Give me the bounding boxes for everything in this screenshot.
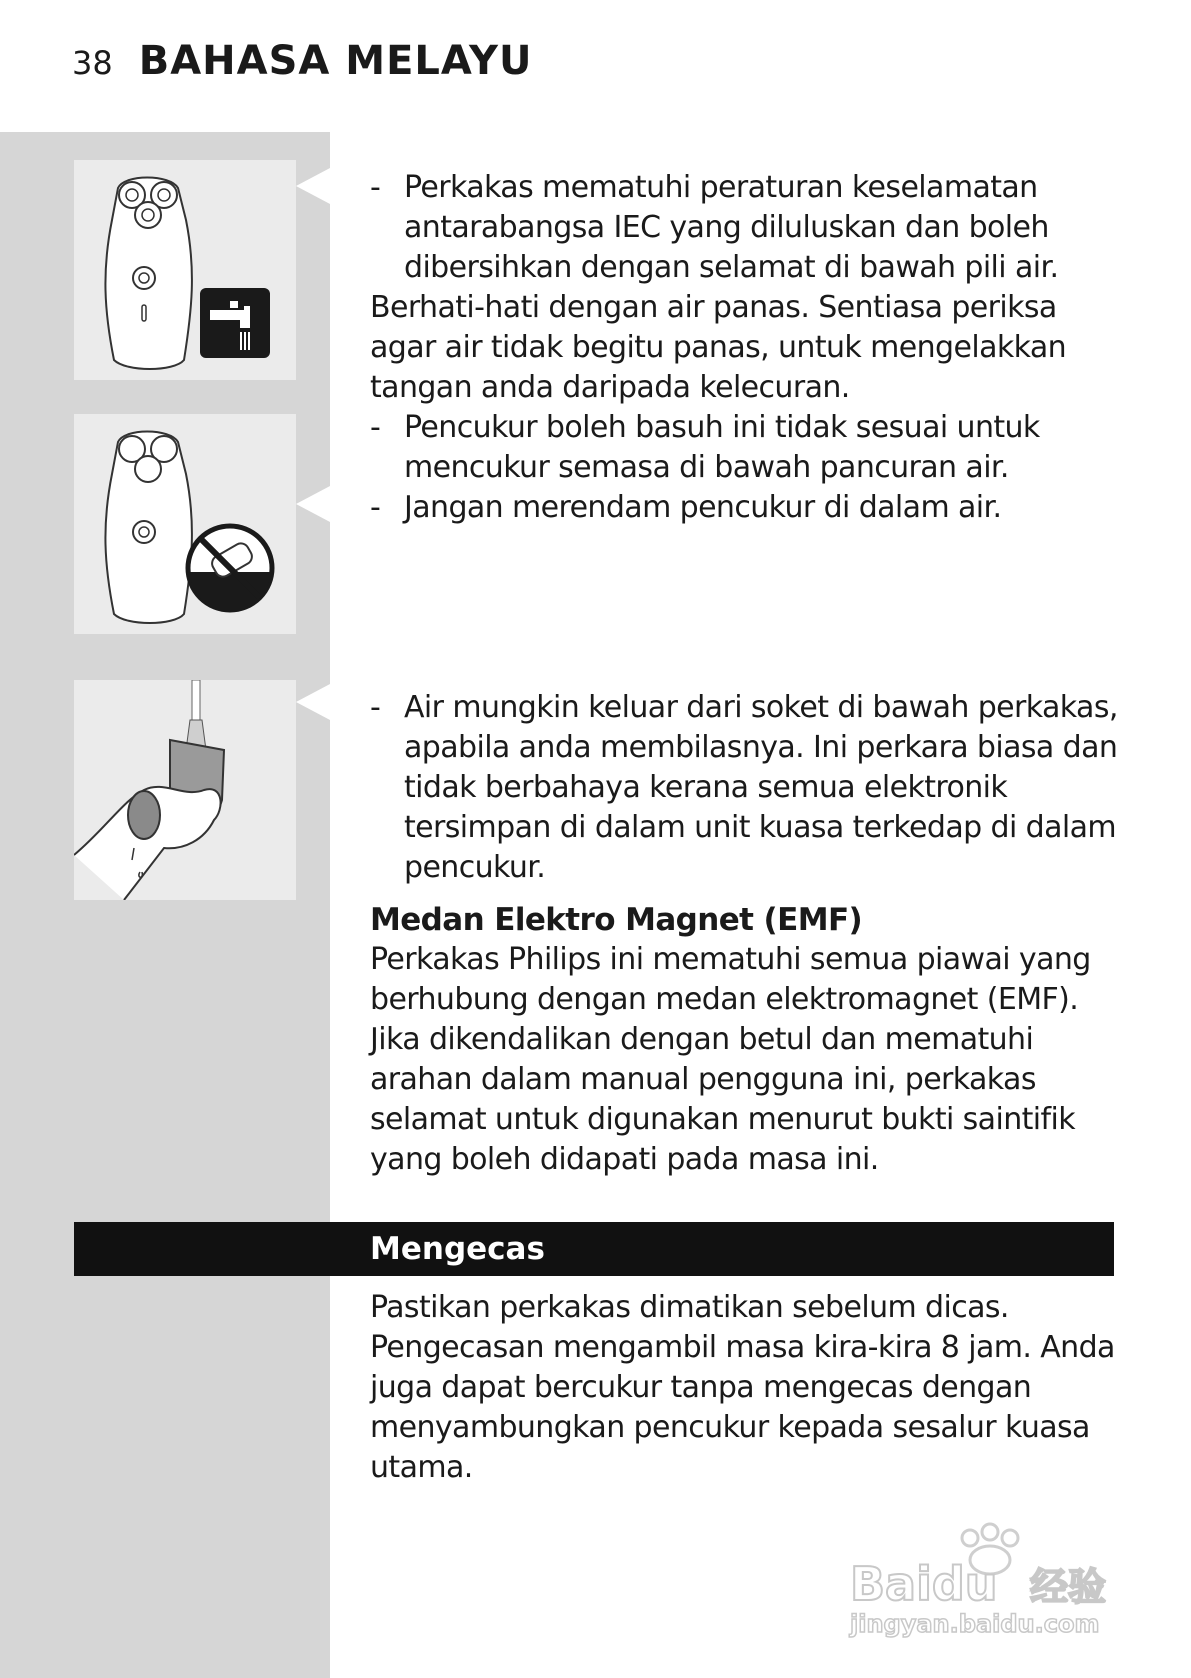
bullet-item [370,408,1130,488]
watermark-brand: Baidu [850,1557,998,1611]
bullet-dash: - [370,410,381,445]
no-immerse-illustration [74,414,296,634]
no-immerse-icon [74,414,296,634]
bullet-item [370,168,1130,288]
emf-body: Perkakas Philips ini mematuhi semua piawai yang berhubung dengan medan elektromagnet (EMF). Jika dikendalikan dengan betul dan mematuhi arahan dalam manual pengguna ini, perkakas selamat untuk digunakan menurut bukti saintifik yang boleh didapati pada masa ini. [370,942,1091,1177]
shaver-tap-icon [74,160,296,380]
rinse-hand-icon [74,680,296,900]
watermark-chinese: 经验 [1030,1565,1107,1609]
shaver-tap-illustration [74,160,296,380]
rinse-block [370,688,1130,1180]
page-header [72,38,532,98]
bullet-text: Jangan merendam pencukur di dalam air. [404,490,1002,525]
bullet-text: Pencukur boleh basuh ini tidak sesuai untuk mencukur semasa di bawah pancuran air. [404,410,1040,485]
panel-pointer [296,168,330,204]
rinse-illustration [74,680,296,900]
bullet-text: Perkakas mematuhi peraturan keselamatan antarabangsa IEC yang diluluskan dan boleh dibersihkan dengan selamat di bawah pili air. [404,170,1059,285]
language-title: BAHASA MELAYU [138,38,533,84]
watermark [840,1520,1140,1640]
bullet-dash: - [370,490,381,525]
safety-block [370,168,1130,528]
bullet-dash: - [370,170,381,205]
bullet-item [370,688,1130,888]
panel-pointer [296,486,330,522]
bullet-text: Air mungkin keluar dari soket di bawah perkakas, apabila anda membilasnya. Ini perkara biasa dan tidak berbahaya kerana semua elektronik tersimpan di dalam unit kuasa terkedap di dalam pencukur. [404,690,1118,885]
bullet-dash: - [370,690,381,725]
charging-body: Pastikan perkakas dimatikan sebelum dicas. Pengecasan mengambil masa kira-kira 8 jam. Anda juga dapat bercukur tanpa mengecas dengan menyambungkan pencukur kepada sesalur kuasa utama. [370,1290,1115,1485]
emf-heading: Medan Elektro Magnet (EMF) [370,902,863,938]
bullet-item [370,488,1130,528]
page-number: 38 [72,44,113,82]
baidu-paw-icon [840,1520,1140,1640]
section-title-charging: Mengecas [370,1231,545,1267]
section-bar [74,1222,1114,1276]
charging-block [370,1288,1130,1488]
hot-water-warning: Berhati-hati dengan air panas. Sentiasa periksa agar air tidak begitu panas, untuk mengelakkan tangan anda daripada kelecuran. [370,290,1067,405]
watermark-url: jingyan.baidu.com [850,1610,1100,1638]
panel-pointer [296,684,330,720]
